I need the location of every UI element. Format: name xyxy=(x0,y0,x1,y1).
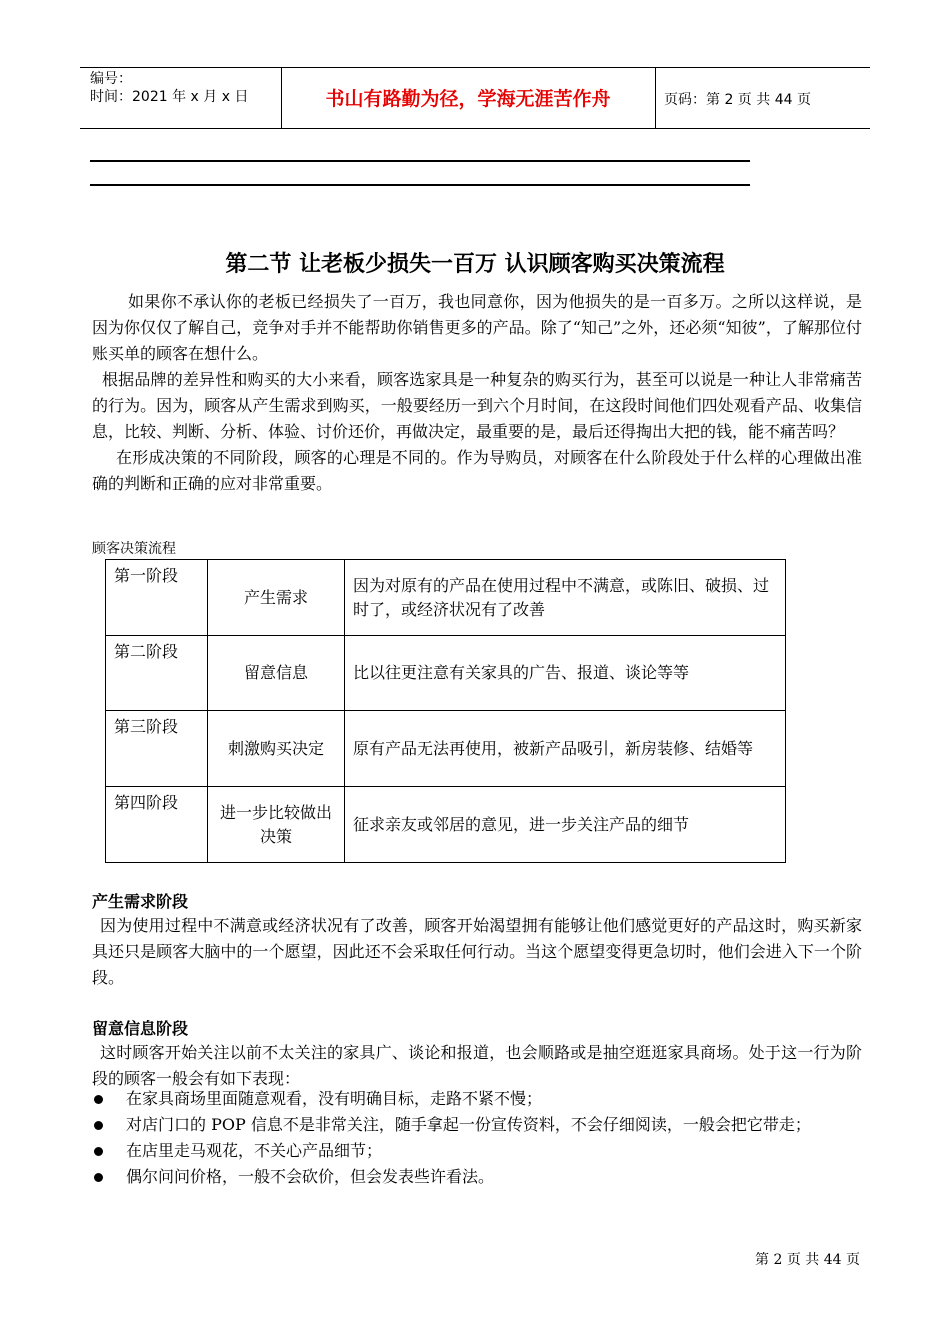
table-caption: 顾客决策流程 xyxy=(92,541,176,557)
header-bottom-rule xyxy=(80,128,870,129)
header-motto: 书山有路勤为径，学海无涯苦作舟 xyxy=(325,88,611,110)
bullet-icon xyxy=(94,1121,103,1130)
list-item-text: 在家具商场里面随意观看，没有明确目标，走路不紧不慢； xyxy=(126,1089,543,1108)
decision-flow-table xyxy=(105,559,786,863)
header-meta xyxy=(90,70,248,106)
section-text xyxy=(92,913,862,991)
section-paragraph: 因为使用过程中不满意或经济状况有了改善，顾客开始渴望拥有能够让他们感觉更好的产品这时，购买新家具还只是顾客大脑中的一个愿望，因此还不会采取任何行动。当这个愿望变得更急切时，他们会进入下一个阶段。 xyxy=(92,916,862,987)
intro-text xyxy=(92,289,862,497)
list-item-text: 对店门口的 POP 信息不是非常关注，随手拿起一份宣传资料，不会仔细阅读，一般会把它带走； xyxy=(126,1115,811,1134)
stage-cell: 第一阶段 xyxy=(106,560,208,636)
behavior-list xyxy=(92,1086,862,1190)
stage-desc-cell: 比以往更注意有关家具的广告、报道、谈论等等 xyxy=(345,636,786,711)
blank-rule xyxy=(90,160,750,162)
stage-name-cell: 刺激购买决定 xyxy=(208,711,345,787)
list-item xyxy=(92,1164,862,1190)
section-heading: 留意信息阶段 xyxy=(92,1019,189,1038)
blank-rule xyxy=(90,184,750,186)
bullet-icon xyxy=(94,1147,103,1156)
section-title: 第二节 让老板少损失一百万 认识顾客购买决策流程 xyxy=(225,252,725,277)
stage-cell: 第二阶段 xyxy=(106,636,208,711)
bullet-icon xyxy=(94,1095,103,1104)
section-paragraph: 这时顾客开始关注以前不太关注的家具广、谈论和报道，也会顺路或是抽空逛逛家具商场。处于这一行为阶段的顾客一般会有如下表现： xyxy=(92,1043,862,1088)
header-divider xyxy=(655,67,656,129)
list-item xyxy=(92,1086,862,1112)
table-row xyxy=(106,636,786,711)
bullet-icon xyxy=(94,1173,103,1182)
stage-cell: 第三阶段 xyxy=(106,711,208,787)
header-page-number: 页码：第 2 页 共 44 页 xyxy=(664,92,811,108)
document-time-label: 时间：2021 年 x 月 x 日 xyxy=(90,89,249,105)
intro-paragraph: 在形成决策的不同阶段，顾客的心理是不同的。作为导购员，对顾客在什么阶段处于什么样的心理做出准确的判断和正确的应对非常重要。 xyxy=(92,448,862,493)
stage-cell: 第四阶段 xyxy=(106,787,208,863)
stage-name-cell: 留意信息 xyxy=(208,636,345,711)
stage-desc-cell: 征求亲友或邻居的意见，进一步关注产品的细节 xyxy=(345,787,786,863)
table-row xyxy=(106,560,786,636)
stage-desc-cell: 原有产品无法再使用，被新产品吸引，新房装修、结婚等 xyxy=(345,711,786,787)
intro-paragraph: 如果你不承认你的老板已经损失了一百万，我也同意你，因为他损失的是一百多万。之所以这样说，是因为你仅仅了解自己，竞争对手并不能帮助你销售更多的产品。除了“知己”之外，还必须“知彼”，了解那位付账买单的顾客在想什么。 xyxy=(92,292,862,363)
list-item-text: 在店里走马观花，不关心产品细节； xyxy=(126,1141,383,1160)
table-row xyxy=(106,711,786,787)
document-number-label: 编号： xyxy=(90,71,132,87)
section-text xyxy=(92,1040,862,1092)
page-footer: 第 2 页 共 44 页 xyxy=(755,1252,860,1268)
list-item xyxy=(92,1138,862,1164)
list-item xyxy=(92,1112,862,1138)
list-item-text: 偶尔问问价格，一般不会砍价，但会发表些许看法。 xyxy=(126,1167,495,1186)
intro-paragraph: 根据品牌的差异性和购买的大小来看，顾客选家具是一种复杂的购买行为，甚至可以说是一种让人非常痛苦的行为。因为，顾客从产生需求到购买，一般要经历一到六个月时间，在这段时间他们四处观看产品、收集信息，比较、判断、分析、体验、讨价还价，再做决定，最重要的是，最后还得掏出大把的钱，能不痛苦吗？ xyxy=(92,370,862,441)
header-top-rule xyxy=(80,67,870,68)
table-row xyxy=(106,787,786,863)
stage-name-cell: 产生需求 xyxy=(208,560,345,636)
stage-name-cell: 进一步比较做出决策 xyxy=(208,787,345,863)
stage-desc-cell: 因为对原有的产品在使用过程中不满意，或陈旧、破损、过时了，或经济状况有了改善 xyxy=(345,560,786,636)
section-heading: 产生需求阶段 xyxy=(92,892,189,911)
